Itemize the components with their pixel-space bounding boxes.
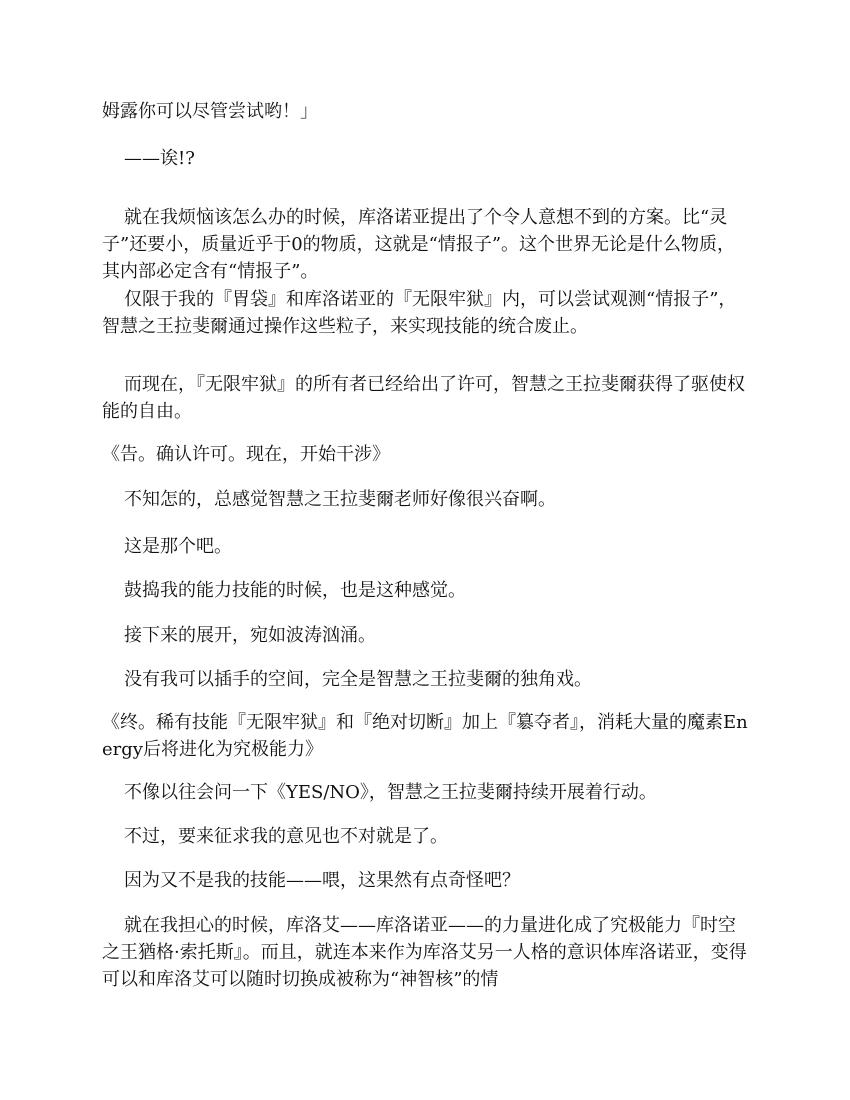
paragraph-1: 姆露你可以尽管尝试哟！」 <box>102 101 318 122</box>
paragraph-5: 而现在，『无限牢狱』的所有者已经给出了许可，智慧之王拉斐爾获得了驱使权能的自由。 <box>102 374 745 422</box>
paragraph-6: 《告。确认许可。现在，开始干涉》 <box>102 444 390 465</box>
paragraph-13: 不像以往会问一下《YES/NO》，智慧之王拉斐爾持续开展着行动。 <box>124 782 657 803</box>
paragraph-10: 接下来的展开，宛如波涛汹涌。 <box>124 625 376 646</box>
paragraph-4: 仅限于我的『胃袋』和库洛诺亚的『无限牢狱』内，可以尝试观测“情报子”，智慧之王拉斐爾通过操作这些粒子，来实现技能的统合废止。 <box>102 289 737 337</box>
paragraph-11: 没有我可以插手的空间，完全是智慧之王拉斐爾的独角戏。 <box>124 669 592 690</box>
paragraph-16: 就在我担心的时候，库洛艾——库洛诺亚——的力量进化成了究极能力『时空之王猶格·索托斯』。而且，就连本来作为库洛艾另一人格的意识体库洛诺亚，变得可以和库洛艾可以随时切换成被称为“神智核”的情 <box>102 915 747 990</box>
paragraph-12: 《终。稀有技能『无限牢狱』和『绝对切断』加上『簒夺者』，消耗大量的魔素Energy后将进化为究极能力》 <box>102 712 748 760</box>
paragraph-9: 鼓捣我的能力技能的时候，也是这种感觉。 <box>124 580 466 601</box>
paragraph-3: 就在我烦恼该怎么办的时候，库洛诺亚提出了个令人意想不到的方案。比“灵子”还要小，质量近乎于0的物质，这就是“情报子”。这个世界无论是什么物质，其内部必定含有“情报子”。 <box>102 207 736 282</box>
paragraph-7: 不知怎的，总感觉智慧之王拉斐爾老师好像很兴奋啊。 <box>124 489 556 510</box>
paragraph-8: 这是那个吧。 <box>124 536 232 557</box>
paragraph-2: ——诶!? <box>124 148 195 169</box>
paragraph-15: 因为又不是我的技能——喂，这果然有点奇怪吧？ <box>124 870 520 891</box>
paragraph-14: 不过，要来征求我的意见也不对就是了。 <box>124 826 448 847</box>
